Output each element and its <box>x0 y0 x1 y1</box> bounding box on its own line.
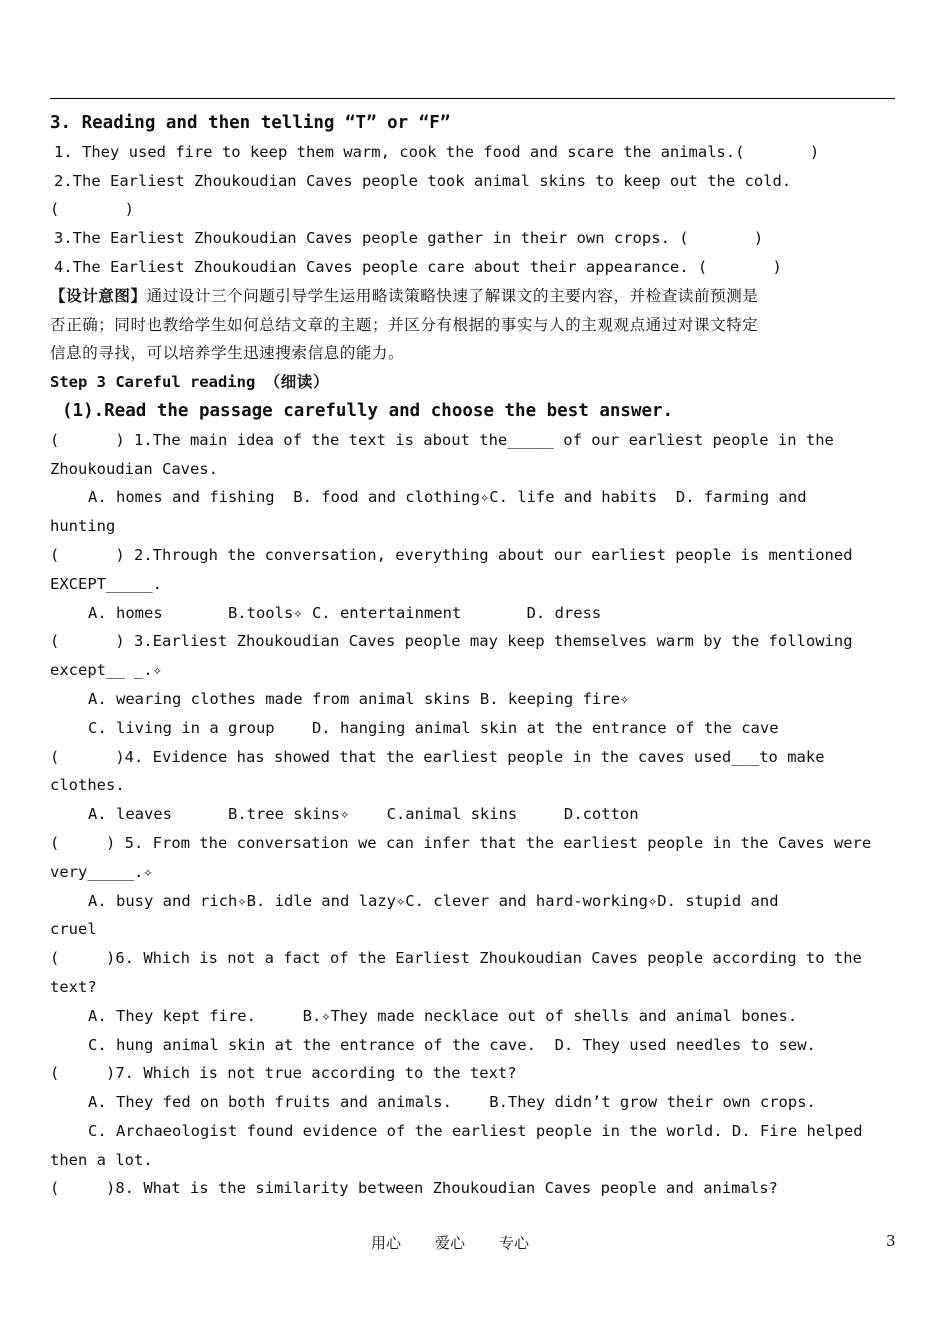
footer-mottos <box>371 1232 563 1253</box>
q7-options-2: C. Archaeologist found evidence of the earliest people in the world. D. Fire helped <box>88 1121 863 1140</box>
tf-item-1: 1. They used fire to keep them warm, cook the food and scare the animals.( ) <box>54 142 820 161</box>
q6-options-2: C. hung animal skin at the entrance of the cave. D. They used needles to sew. <box>88 1035 816 1054</box>
design-intent-label: 【设计意图】 <box>50 285 147 305</box>
step3-heading <box>50 368 895 397</box>
q6-stem-cont: text? <box>50 977 97 996</box>
tf-item-3: 3.The Earliest Zhoukoudian Caves people gather in their own crops. ( ) <box>54 229 764 248</box>
q7-options-1: A. They fed on both fruits and animals. B.They didn’t grow their own crops. <box>88 1093 816 1112</box>
footer-motto-1: 用心 <box>371 1234 402 1252</box>
q8-stem: ( )8. What is the similarity between Zhoukoudian Caves people and animals? <box>50 1179 778 1198</box>
design-intent-line-1 <box>50 282 895 311</box>
section3-heading: 3. Reading and then telling “T” or “F” <box>50 113 451 133</box>
q2-options: A. homes B.tools✧ C. entertainment D. dress <box>88 603 602 622</box>
q7-options-cont: then a lot. <box>50 1150 153 1169</box>
q3-options-1: A. wearing clothes made from animal skins B. keeping fire✧ <box>88 689 630 708</box>
q2-stem: ( ) 2.Through the conversation, everything about our earliest people is mentioned <box>50 545 853 564</box>
q5-stem: ( ) 5. From the conversation we can infer that the earliest people in the Caves were <box>50 833 872 852</box>
design-intent-line-3: 信息的寻找，可以培养学生迅速搜索信息的能力。 <box>50 344 405 363</box>
step3-heading-cn: （细读） <box>264 372 330 392</box>
page-footer <box>0 1232 950 1254</box>
footer-motto-3: 专心 <box>499 1234 530 1252</box>
q4-stem: ( )4. Evidence has showed that the earliest people in the caves used___to make <box>50 747 825 766</box>
footer-motto-2: 爱心 <box>435 1234 466 1252</box>
tf-item-2-bracket: ( ) <box>50 200 134 219</box>
q6-options-1: A. They kept fire. B.✧They made necklace out of shells and animal bones. <box>88 1006 798 1025</box>
q1-options: A. homes and fishing B. food and clothing✧C. life and habits D. farming and <box>88 488 807 507</box>
design-intent-text-1: 通过设计三个问题引导学生运用略读策略快速了解课文的主要内容，并检查读前预测是 <box>146 286 759 305</box>
header-rule <box>50 98 895 99</box>
q7-stem: ( )7. Which is not true according to the text? <box>50 1064 517 1083</box>
q1-stem: ( ) 1.The main idea of the text is about the_____ of our earliest people in the <box>50 430 834 449</box>
worksheet-content <box>50 109 895 1203</box>
q5-options: A. busy and rich✧B. idle and lazy✧C. clever and hard-working✧D. stupid and <box>88 891 779 910</box>
tf-item-4: 4.The Earliest Zhoukoudian Caves people care about their appearance. ( ) <box>54 257 782 276</box>
q6-stem: ( )6. Which is not a fact of the Earliest Zhoukoudian Caves people according to the <box>50 949 862 968</box>
tf-item-2: 2.The Earliest Zhoukoudian Caves people took animal skins to keep out the cold. <box>54 171 792 190</box>
q2-stem-cont: EXCEPT_____. <box>50 574 162 593</box>
design-intent-line-2: 否正确；同时也教给学生如何总结文章的主题；并区分有根据的事实与人的主观观点通过对课文特定 <box>50 315 759 334</box>
q3-options-2: C. living in a group D. hanging animal skin at the entrance of the cave <box>88 718 779 737</box>
q4-options: A. leaves B.tree skins✧ C.animal skins D.cotton <box>88 805 639 824</box>
q1-options-cont: hunting <box>50 517 116 536</box>
q4-stem-cont: clothes. <box>50 776 125 795</box>
step3-subheading: (1).Read the passage carefully and choose the best answer. <box>62 400 674 421</box>
q1-stem-cont: Zhoukoudian Caves. <box>50 459 218 478</box>
page-number: 3 <box>886 1232 896 1250</box>
q3-stem: ( ) 3.Earliest Zhoukoudian Caves people may keep themselves warm by the following <box>50 632 853 651</box>
q5-stem-cont: very_____.✧ <box>50 862 153 881</box>
q3-stem-cont: except__ _.✧ <box>50 661 162 680</box>
q5-options-cont: cruel <box>50 920 97 939</box>
step3-heading-en: Step 3 Careful reading <box>50 373 256 392</box>
